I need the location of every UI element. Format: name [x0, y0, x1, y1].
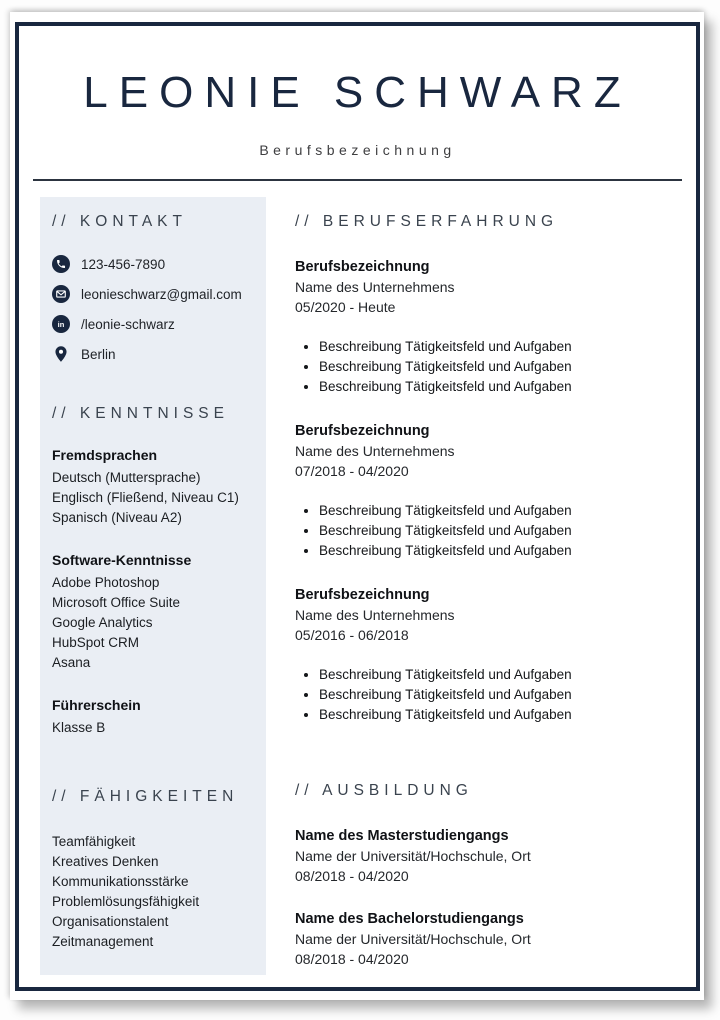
job-bullet: • Beschreibung Tätigkeitsfeld und Aufgaben [319, 378, 680, 396]
phone-value: 123-456-7890 [81, 256, 166, 272]
degree-name: Name des Bachelorstudiengangs [295, 911, 524, 927]
main-column [295, 197, 680, 969]
job-title: Berufsbezeichnung [295, 587, 430, 603]
skill-item: Teamfähigkeit [52, 834, 136, 849]
job-company: Name des Unternehmens [295, 279, 455, 295]
job-period: 05/2016 - 06/2018 [295, 627, 409, 643]
location-value: Berlin [81, 346, 116, 362]
contact-row-phone [52, 255, 252, 273]
degree-name: Name des Masterstudiengangs [295, 828, 509, 844]
license-item: Klasse B [52, 720, 106, 735]
job-entry [295, 258, 680, 396]
email-icon [52, 285, 70, 303]
ausbildung-heading: // AUSBILDUNG [295, 782, 473, 799]
job-bullets [295, 338, 680, 396]
software-item: Google Analytics [52, 615, 153, 630]
job-bullet: • Beschreibung Tätigkeitsfeld und Aufgaben [319, 542, 680, 560]
phone-icon [52, 255, 70, 273]
header-divider [33, 179, 682, 181]
job-entry [295, 586, 680, 724]
software-item: Adobe Photoshop [52, 575, 160, 590]
svg-text:in: in [57, 319, 65, 329]
page-border-frame [15, 22, 700, 991]
job-bullet: • Beschreibung Tätigkeitsfeld und Aufgaben [319, 686, 680, 704]
contact-row-email [52, 285, 252, 303]
job-company: Name des Unternehmens [295, 443, 455, 459]
license-group [52, 697, 252, 738]
email-value: leonieschwarz@gmail.com [81, 286, 242, 302]
skill-item: Kommunikationsstärke [52, 874, 189, 889]
skill-item: Kreatives Denken [52, 854, 159, 869]
kenntnisse-section [52, 405, 252, 738]
job-bullets [295, 502, 680, 560]
kenntnisse-heading: // KENNTNISSE [52, 405, 229, 422]
education-period: 08/2018 - 04/2020 [295, 868, 409, 884]
language-item: Englisch (Fließend, Niveau C1) [52, 490, 239, 505]
education-period: 08/2018 - 04/2020 [295, 951, 409, 967]
languages-group [52, 447, 252, 528]
software-item: Microsoft Office Suite [52, 595, 181, 610]
location-icon [52, 345, 70, 363]
job-bullet: • Beschreibung Tätigkeitsfeld und Aufgaben [319, 502, 680, 520]
berufserfahrung-section [295, 213, 680, 724]
skill-item: Problemlösungsfähigkeit [52, 894, 200, 909]
skill-item: Zeitmanagement [52, 934, 154, 949]
job-bullet: • Beschreibung Tätigkeitsfeld und Aufgaben [319, 338, 680, 356]
linkedin-icon [52, 315, 70, 333]
school-name: Name der Universität/Hochschule, Ort [295, 848, 531, 864]
languages-label: Fremdsprachen [52, 447, 158, 463]
linkedin-value: /leonie-schwarz [81, 316, 175, 332]
job-company: Name des Unternehmens [295, 607, 455, 623]
job-bullets [295, 666, 680, 724]
faehigkeiten-heading: // FÄHIGKEITEN [52, 788, 239, 805]
kontakt-section [52, 213, 252, 363]
job-bullet: • Beschreibung Tätigkeitsfeld und Aufgaben [319, 358, 680, 376]
job-bullet: • Beschreibung Tätigkeitsfeld und Aufgaben [319, 666, 680, 684]
job-period: 05/2020 - Heute [295, 299, 396, 315]
software-item: HubSpot CRM [52, 635, 140, 650]
education-entry [295, 910, 680, 969]
berufserfahrung-heading: // BERUFSERFAHRUNG [295, 213, 559, 230]
software-group [52, 552, 252, 673]
license-label: Führerschein [52, 697, 141, 713]
cv-page [10, 12, 704, 1000]
software-item: Asana [52, 655, 91, 670]
person-name: LEONIE SCHWARZ [83, 68, 632, 117]
sidebar [40, 197, 266, 975]
job-period: 07/2018 - 04/2020 [295, 463, 409, 479]
kontakt-heading: // KONTAKT [52, 213, 187, 230]
header [19, 68, 696, 181]
job-bullet: • Beschreibung Tätigkeitsfeld und Aufgaben [319, 522, 680, 540]
software-label: Software-Kenntnisse [52, 552, 192, 568]
job-bullet: • Beschreibung Tätigkeitsfeld und Aufgaben [319, 706, 680, 724]
job-title-subtitle: Berufsbezeichnung [259, 142, 456, 158]
skill-item: Organisationstalent [52, 914, 169, 929]
job-title: Berufsbezeichnung [295, 423, 430, 439]
contact-row-linkedin [52, 315, 252, 333]
language-item: Deutsch (Muttersprache) [52, 470, 201, 485]
ausbildung-section [295, 782, 680, 969]
language-item: Spanisch (Niveau A2) [52, 510, 182, 525]
content-columns [19, 197, 696, 975]
job-entry [295, 422, 680, 560]
contact-row-location [52, 345, 252, 363]
faehigkeiten-section [52, 788, 252, 952]
job-title: Berufsbezeichnung [295, 259, 430, 275]
school-name: Name der Universität/Hochschule, Ort [295, 931, 531, 947]
education-entry [295, 827, 680, 886]
